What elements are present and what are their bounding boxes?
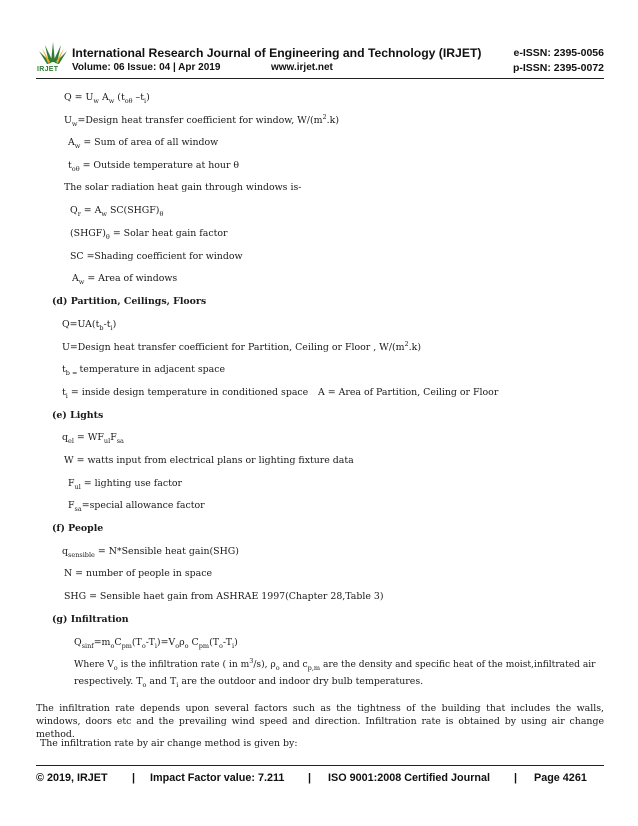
aw2-definition: $A_w$ = Area of windows: [72, 273, 178, 286]
heading-people: (f) People: [52, 523, 104, 534]
solar-intro: The solar radiation heat gain through windows is-: [64, 182, 302, 193]
equation-qr: $Q_r = A_w$ $SC(SHGF)_\theta$: [70, 205, 164, 218]
footer-copyright: © 2019, IRJET: [36, 772, 108, 784]
journal-footer: [36, 770, 604, 790]
a-definition: A = Area of Partition, Ceiling or Floor: [318, 387, 499, 398]
footer-separator: |: [514, 772, 518, 784]
fsa-definition: $F_{sa}=special$ allowance factor: [68, 500, 205, 513]
infiltration-paragraph: The infiltration rate depends upon several factors such as the tightness of the building that includes the walls, windows, doors etc and the prevailing wind speed and direction. Infiltration rate is obtained by using air change method.: [36, 703, 604, 740]
equation-q: $Q = U_w$ $A_w$ ($t_{o\theta}$ $-t_i$): [64, 92, 150, 105]
equation-q-ua: $Q=UA(t_b-t_i)$: [62, 319, 117, 332]
logo-text: IRJET: [37, 66, 59, 73]
footer-page-number: Page 4261: [534, 772, 587, 784]
footer-separator: |: [308, 772, 312, 784]
footer-rule: [36, 765, 604, 766]
ful-definition: $F_{ul}$ = lighting use factor: [68, 478, 182, 491]
p-issn: p-ISSN: 2395-0072: [512, 62, 604, 74]
ti-definition: $t_i$ = inside design temperature in conditioned space: [62, 387, 309, 400]
footer-iso: ISO 9001:2008 Certified Journal: [328, 772, 491, 784]
journal-header: [36, 40, 604, 76]
sc-definition: SC =Shading coefficient for window: [70, 251, 243, 262]
journal-website: www.irjet.net: [271, 62, 333, 73]
where-line-1: Where $V_o$ is the infiltration rate ( in $m^3/s$), $\rho_o$ and $c_{p,m}$ are the density and specific heat of the moist,infiltrated air: [74, 656, 596, 672]
w-definition: W = watts input from electrical plans or lighting fixture data: [64, 455, 354, 466]
footer-separator: |: [132, 772, 136, 784]
n-definition: N = number of people in space: [64, 568, 213, 579]
to-definition: $t_{o\theta}$ = Outside temperature at hour θ: [68, 160, 240, 173]
aw-definition: $A_w$ = Sum of area of all window: [68, 137, 219, 150]
volume-issue: Volume: 06 Issue: 04 | Apr 2019: [72, 62, 221, 73]
equation-qsinf: $Q_{sinf}=m_oC_{pm}(T_o-T_i)=V_o\rho_o$ $C_{pm}(T_o-T_i)$: [74, 637, 238, 650]
u-definition: U=Design heat transfer coefficient for Partition, Ceiling or Floor , $W/(m^2.k)$: [62, 339, 421, 353]
heading-partition: (d) Partition, Ceilings, Floors: [52, 296, 207, 307]
tb-definition: $t_{b =}$ temperature in adjacent space: [62, 364, 226, 377]
header-rule: [36, 78, 604, 79]
shgf-definition: $(SHGF)_\theta$ = Solar heat gain factor: [70, 228, 228, 241]
where-line-2: respectively. $T_o$ and $T_i$ are the outdoor and indoor dry bulb temperatures.: [74, 676, 424, 689]
journal-title: International Research Journal of Engineering and Technology (IRJET): [72, 46, 482, 60]
air-change-intro: The infiltration rate by air change method is given by:: [40, 738, 298, 749]
heading-infiltration: (g) Infiltration: [52, 614, 129, 625]
heading-lights: (e) Lights: [52, 410, 104, 421]
e-issn: e-ISSN: 2395-0056: [513, 47, 604, 59]
shg-definition: SHG = Sensible haet gain from ASHRAE 1997(Chapter 28,Table 3): [64, 591, 384, 602]
equation-qel: $q_{el} = WF_{ul}F_{sa}$: [62, 432, 124, 445]
footer-impact-factor: Impact Factor value: 7.211: [150, 772, 285, 784]
equation-qsensible: $q_{sensible}$ = N*Sensible heat gain(SHG): [62, 546, 239, 559]
uw-definition: $U_w=Design$ heat transfer coefficient for window, $W/(m^2.k)$: [64, 112, 339, 128]
